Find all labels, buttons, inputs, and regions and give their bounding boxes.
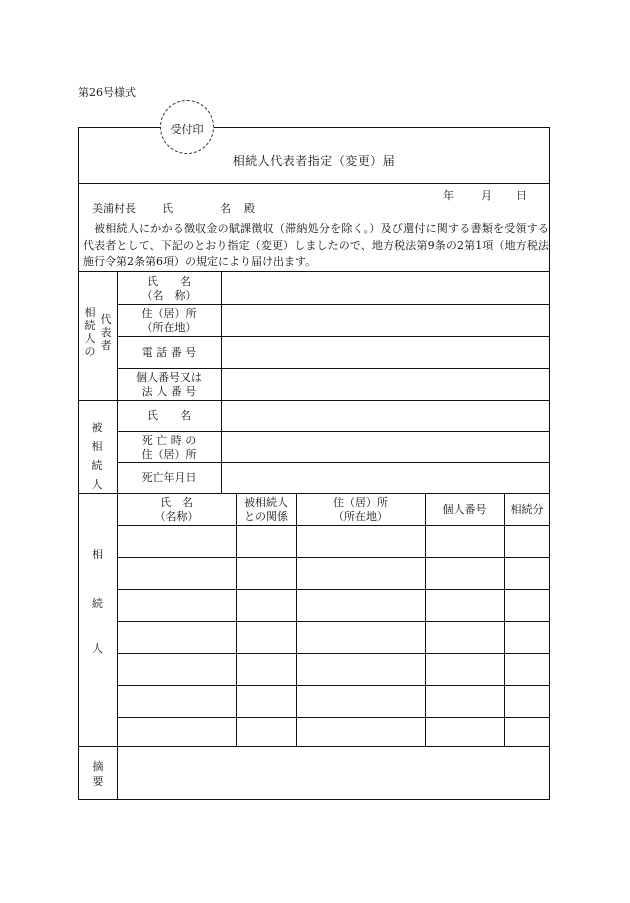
rep-name-label-line2: （名 称）: [141, 289, 197, 302]
heir-column-rule: [236, 493, 237, 746]
reception-stamp: [160, 100, 214, 154]
row-rule: [117, 304, 550, 305]
representative-sub-label: [99, 313, 113, 352]
heirs-header-address: [296, 496, 425, 524]
rep-name-label: [117, 275, 221, 303]
row-rule: [117, 525, 550, 526]
heirs-group-char-3: 人: [92, 642, 103, 655]
remarks-text: 摘 要: [92, 760, 104, 788]
form-number: 第26号様式: [78, 86, 136, 99]
row-rule: [117, 462, 550, 463]
heirs-header-name-line2: （名称）: [154, 510, 199, 523]
heir-column-rule: [504, 493, 505, 746]
representative-group-label: [83, 306, 97, 358]
decedent-group-text: 被 相 続 人: [91, 421, 103, 491]
rep-phone-label-line1: 電 話 番 号: [141, 346, 197, 359]
addressee-mei: 名: [220, 202, 231, 215]
reception-stamp-label: 受付印: [170, 123, 204, 136]
decedent-address-label: [117, 434, 221, 462]
remarks-label: [91, 759, 105, 789]
decedent-group-label: [90, 418, 104, 494]
row-rule: [117, 336, 550, 337]
rep-address-label-line2: （所在地）: [141, 321, 197, 334]
decedent-death-date-label-line1: 死亡年月日: [141, 471, 197, 484]
heir-column-rule: [296, 493, 297, 746]
heir-column-rule: [425, 493, 426, 746]
row-rule: [117, 557, 550, 558]
section-rule: [78, 400, 550, 401]
heirs-header-address-line1: 住（居）所: [333, 496, 388, 509]
rep-address-label-line1: 住（居）所: [141, 307, 197, 320]
table-top-rule: [78, 271, 550, 272]
decedent-address-label-line1: 死 亡 時 の: [141, 434, 197, 447]
row-rule: [117, 653, 550, 654]
heirs-header-share: [504, 503, 550, 517]
rep-number-label: [117, 371, 221, 399]
decedent-death-date-label: [117, 471, 221, 485]
section-rule: [78, 746, 550, 747]
heirs-header-relation-line2: との関係: [244, 510, 288, 523]
rep-phone-label: [117, 346, 221, 360]
rep-number-label-line1: 個人番号又は: [136, 371, 202, 384]
row-rule: [117, 717, 550, 718]
declaration-text: 被相続人にかかる徴収金の賦課徴収（滞納処分を除く。）及び還付に関する書類を受領する代表者として、下記のとおり指定（変更）しましたので、地方税法第9条の2第1項（地方税法施行令第2条第6項）の規定により届け出ます。: [83, 222, 549, 268]
addressee-shi: 氏: [162, 202, 173, 215]
rep-address-label: [117, 307, 221, 335]
heirs-header-relation-line1: 被相続人: [244, 496, 288, 509]
heirs-group-char-1: 相: [92, 548, 103, 561]
section-rule: [78, 493, 550, 494]
form-title: 相続人代表者指定（変更）届: [232, 154, 396, 168]
date-day-label: 日: [516, 189, 527, 202]
rep-name-label-line1: 氏 名: [147, 275, 191, 288]
row-rule: [117, 431, 550, 432]
decedent-address-label-line2: 住（居）所: [141, 448, 197, 461]
row-rule: [117, 685, 550, 686]
heirs-header-number: [425, 503, 504, 517]
heirs-header-address-line2: （所在地）: [333, 510, 388, 523]
representative-sub-text: 代 表 者: [100, 313, 112, 352]
row-rule: [117, 589, 550, 590]
row-rule: [117, 368, 550, 369]
row-rule: [117, 621, 550, 622]
addressee-dono: 殿: [244, 202, 255, 215]
heirs-group-char-2: 続: [92, 597, 103, 610]
heirs-header-share-line1: 相続分: [510, 503, 544, 516]
heirs-header-name: [117, 496, 236, 524]
addressee-org: 美浦村長: [92, 202, 136, 215]
heirs-header-name-line1: 氏 名: [160, 496, 193, 509]
rep-number-label-line2: 法 人 番 号: [141, 385, 197, 398]
heirs-header-relation: [236, 496, 296, 524]
date-month-label: 月: [481, 189, 492, 202]
decedent-name-label-line1: 氏 名: [147, 409, 191, 422]
field-column-rule: [221, 271, 222, 493]
date-year-label: 年: [443, 189, 454, 202]
representative-group-text: 相 続 人 の: [84, 306, 96, 358]
heirs-header-number-line1: 個人番号: [442, 503, 487, 516]
decedent-name-label: [117, 409, 221, 423]
title-divider: [78, 183, 550, 184]
